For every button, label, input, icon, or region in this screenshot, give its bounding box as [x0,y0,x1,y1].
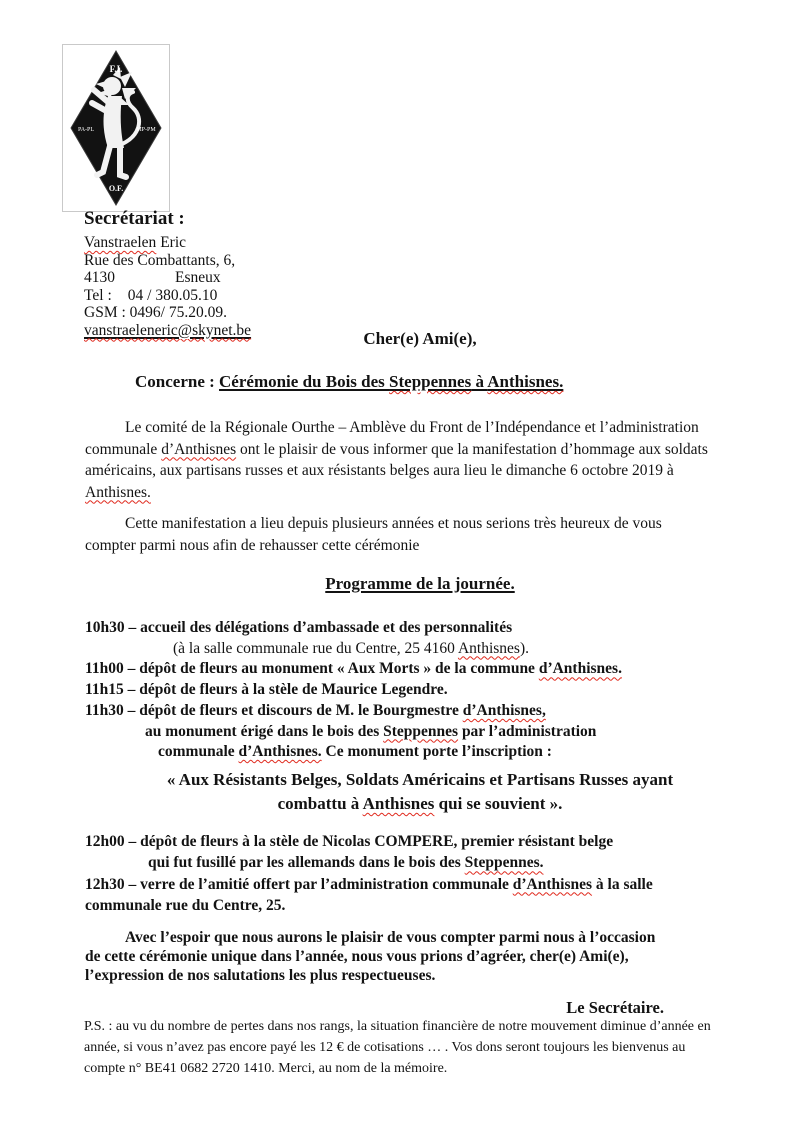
second-paragraph [85,513,662,556]
para1-anthisnes2: Anthisnes. [85,483,151,501]
inscription-line2 [85,792,755,816]
para1-anthisnes: d’Anthisnes [161,440,237,458]
p12h30-anthisnes: d’Anthisnes [512,875,593,893]
secretariat-postal-city [84,269,251,287]
p12h30-seg2: à la salle [592,875,653,893]
para1-line4 [85,482,708,504]
program-title [85,574,755,594]
p12h00-steppennes: Steppennes. [464,854,544,872]
program-schedule [85,618,622,763]
tel-number: 04 / 380.05.10 [127,286,218,304]
secretariat-tel [84,287,251,305]
inscr-seg2: qui se souvient ». [434,794,563,813]
p12h00-seg: qui fut fusillé par les allemands dans le bois des [148,854,465,872]
secretariat-gsm: GSM : 0496/ 75.20.09. [84,304,227,321]
program-12h30-cont: communale rue du Centre, 25. [85,896,286,914]
secretariat-name [84,234,251,252]
p11h30-seg2: au monument érigé dans le bois des [145,722,384,740]
postscript [84,1016,711,1079]
para1-line2 [85,439,708,461]
p11h00-anthisnes: d’Anthisnes. [538,660,622,678]
program-title-text: Programme de la journée. [325,574,515,593]
ps-line1: P.S. : au vu du nombre de pertes dans nos rangs, la situation financière de notre mouvement diminue d’année en [84,1019,711,1034]
program-11h30 [85,701,622,722]
program-12h00: 12h00 – dépôt de fleurs à la stèle de Nicolas COMPERE, premier résistant belge [85,833,614,850]
city: Esneux [175,269,221,286]
ps-line3: compte n° BE41 0682 2720 1410. Merci, au nom de la mémoire. [84,1061,448,1076]
logo-text-top: F.I. [109,64,123,74]
intro-paragraph [85,417,708,503]
program-11h30-cont1 [85,722,622,743]
monument-inscription [85,768,755,816]
p11h30-steppennes: Steppennes [383,722,459,740]
subject-seg-anthisnes: Anthisnes. [487,372,564,391]
salutation: Cher(e) Ami(e), [363,329,477,348]
p11h30-anthisnes: d’Anthisnes, [462,701,546,719]
program-11h00 [85,659,622,680]
para2-line1: Cette manifestation a lieu depuis plusieurs années et nous serions très heureux de vous [125,515,662,532]
logo-text-left: PA-PL [77,127,95,133]
signature: Le Secrétaire. [566,998,664,1017]
program-schedule-2 [85,831,653,916]
subject-seg-steppennes: Steppennes [389,372,472,391]
email-text: vanstraeleneric@skynet.be [84,321,252,339]
org-logo [62,44,170,212]
subject-line [135,372,563,392]
para1-line1: Le comité de la Régionale Ourthe – Amblève du Front de l’Indépendance et l’administration [125,419,699,436]
postal-code: 4130 [84,269,115,286]
subject-underlined [219,372,563,391]
closing-line1: Avec l’espoir que nous aurons le plaisir de vous compter parmi nous à l’occasion [125,929,656,946]
logo-text-right: MP-PM [136,127,156,133]
inscription-line1: « Aux Résistants Belges, Soldats Américains et Partisans Russes ayant [166,770,674,789]
secretariat-name-rest: Eric [156,234,187,251]
program-12h00-cont [85,852,653,873]
closing-line3: l’expression de nos salutations les plus respectueuses. [85,967,436,984]
venue-anthisnes: Anthisnes [457,639,520,657]
secretariat-name-flagged: Vanstraelen [84,234,157,251]
p11h30-anthisnes2: d’Anthisnes. [238,743,322,761]
secretariat-contact-block [84,234,251,339]
p11h30-seg3: par l’administration [458,722,597,740]
p12h30-seg: 12h30 – verre de l’amitié offert par l’administration communale [85,875,513,893]
program-12h30 [85,874,653,895]
closing-paragraph [85,928,655,985]
program-11h30-cont2 [85,742,622,763]
program-10h30: 10h30 – accueil des délégations d’ambassade et des personnalités [85,619,513,636]
venue-seg: (à la salle communale rue du Centre, 25 4160 [173,639,458,657]
fi-emblem-image [62,44,170,212]
inscr-seg: combattu à [277,794,363,813]
program-10h30-venue [85,639,622,660]
venue-seg2: ). [519,639,529,657]
para1-line3: américains, aux partisans russes et aux résistants belges aura lieu le dimanche 6 octobre 2019 à [85,462,674,479]
para1-seg: communale [85,440,162,458]
subject-seg-c: à [471,372,488,391]
para1-seg2: ont le plaisir de vous informer que la manifestation d’hommage aux soldats [236,440,708,458]
secretariat-street: Rue des Combattants, 6, [84,251,236,269]
subject-label: Concerne : [135,372,220,391]
logo-text-bottom: O.F. [108,184,124,193]
program-11h15: 11h15 – dépôt de fleurs à la stèle de Maurice Legendre. [85,681,448,699]
p11h00-seg: 11h00 – dépôt de fleurs au monument « Aux Morts » de la commune [85,660,539,678]
subject-seg-a: Cérémonie du Bois des [219,372,390,391]
p11h30-seg5: Ce monument porte l’inscription : [321,743,552,761]
ps-line2: année, si vous n’avez pas encore payé les 12 € de cotisations … . Vos dons seront toujours les bienvenus au [84,1040,686,1055]
inscr-anthisnes: Anthisnes [362,794,435,813]
secretariat-heading: Secrétariat : [84,208,185,229]
closing-line2: de cette cérémonie unique dans l’année, nous vous prions d’agréer, cher(e) Ami(e), [85,948,629,965]
para2-line2: compter parmi nous afin de rehausser cette cérémonie [85,536,420,554]
p11h30-seg4: communale [158,743,239,761]
tel-label: Tel : [84,286,112,304]
p11h30-seg: 11h30 – dépôt de fleurs et discours de M. le Bourgmestre [85,701,463,719]
